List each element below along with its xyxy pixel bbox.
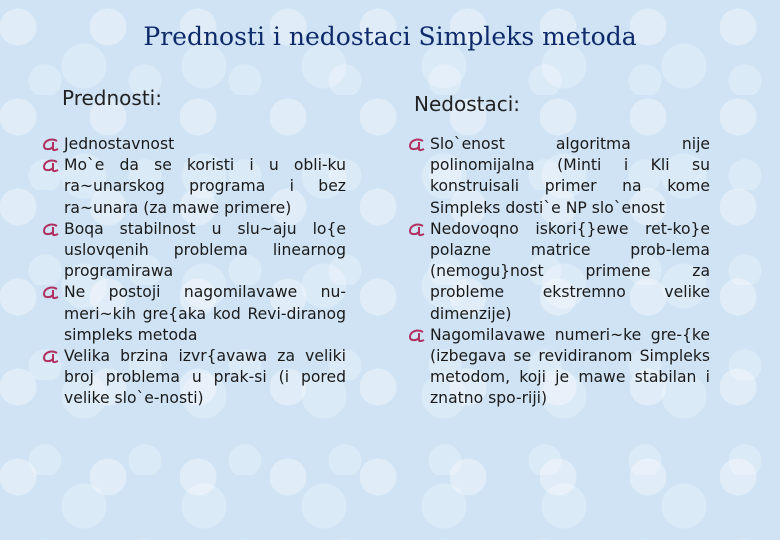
advantages-heading: Prednosti: (62, 86, 162, 110)
item-text: Jednostavnost (64, 135, 175, 153)
slide-title: Prednosti i nedostaci Simpleks metoda (143, 22, 637, 51)
list-item (42, 219, 346, 283)
item-text: Velika brzina izvr{avawa za veliki broj problema u prak-si (i pored velike slo`e-nosti) (64, 347, 346, 408)
bullet-icon (42, 223, 60, 237)
list-item (42, 282, 346, 346)
item-text: Nedovoqno iskori{}ewe ret-ko}e polazne matrice prob-lema (nemogu}nost primene za probleme ekstremno velike dimenzije) (430, 219, 710, 323)
list-item (42, 134, 346, 155)
list-item (42, 346, 346, 410)
bullet-icon (408, 223, 426, 237)
item-text: Ne postoji nagomilavawe nu-meri~kih gre{aka kod Revi-diranog simpleks metoda (64, 283, 346, 344)
list-item (42, 155, 346, 219)
item-text: Slo`enost algoritma nije polinomijalna (Minti i Kli su konstruisali primer na kome Simpleks dosti`e NP slo`enost (430, 135, 710, 217)
disadvantages-list (408, 134, 710, 410)
bullet-icon (408, 329, 426, 343)
list-item (408, 219, 710, 325)
bullet-icon (408, 138, 426, 152)
list-item (408, 134, 710, 219)
list-item (408, 325, 710, 410)
bullet-icon (42, 286, 60, 300)
disadvantages-heading: Nedostaci: (414, 92, 521, 116)
advantages-list (42, 134, 346, 410)
item-text: Mo`e da se koristi i u obli-ku ra~unarskog programa i bez ra~unara (za mawe primere) (64, 156, 346, 217)
item-text: Boqa stabilnost u slu~aju lo{e uslovqenih problema linearnog programirawa (64, 219, 346, 281)
bullet-icon (42, 138, 60, 152)
item-text: Nagomilavawe numeri~ke gre-{ke (izbegava se revidiranom Simpleks metodom, koji je mawe stabilan i znatno spo-riji) (430, 325, 710, 408)
bullet-icon (42, 159, 60, 173)
bullet-icon (42, 350, 60, 364)
